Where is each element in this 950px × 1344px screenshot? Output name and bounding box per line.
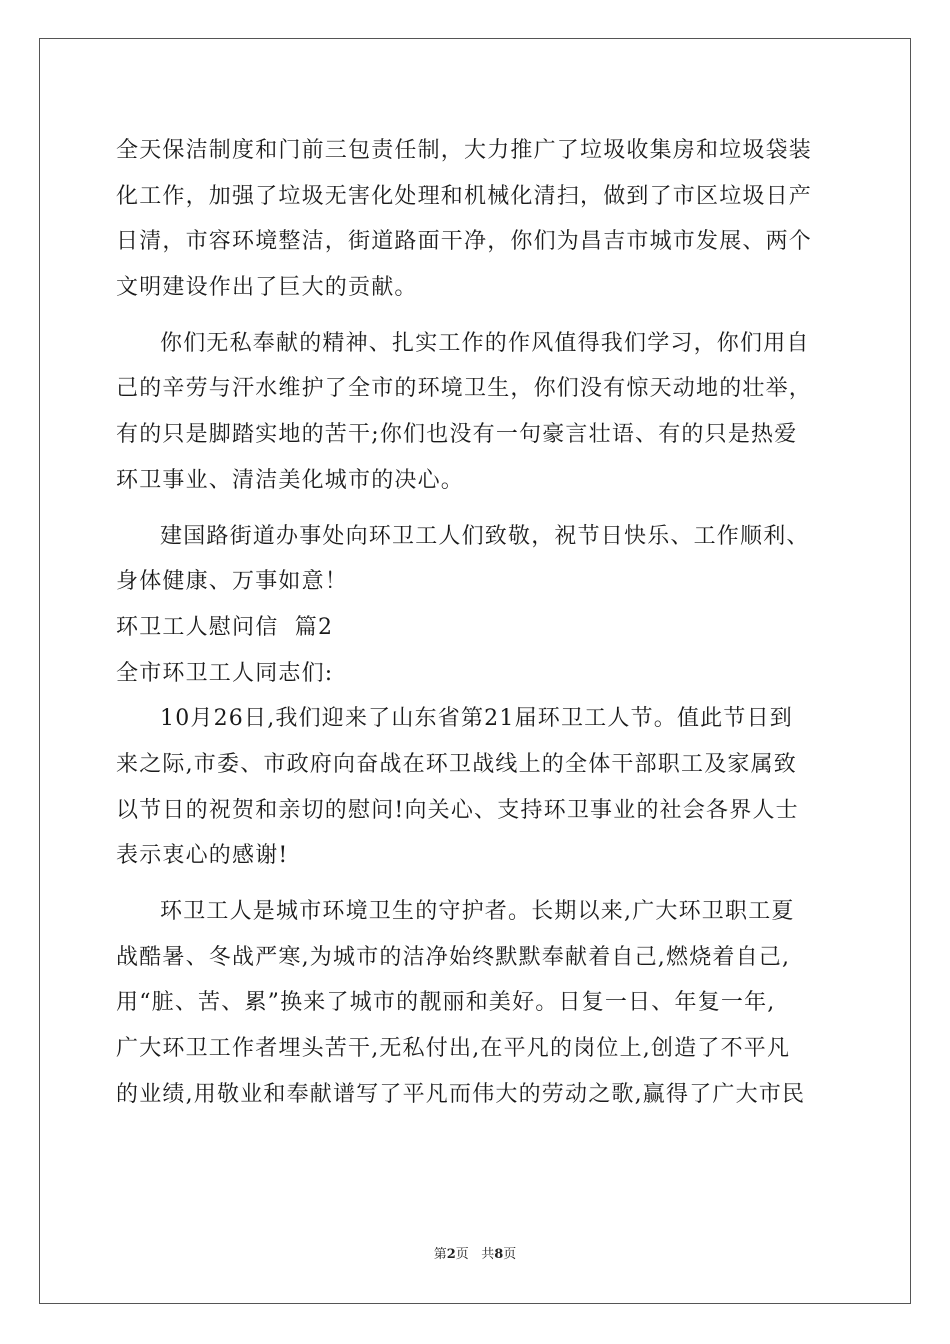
paragraph-4 [116,696,836,879]
text-line: 身体健康、万事如意！ [116,569,349,595]
text-line: 你们无私奉献的精神、扎实工作的作风值得我们学习，你们用自 [160,330,810,356]
page-total: 8 [494,1247,504,1262]
text-line: 化工作，加强了垃圾无害化处理和机械化清扫，做到了市区垃圾日产 [116,183,813,209]
paragraph-3 [116,514,836,605]
text-line: 环卫工人是城市环境卫生的守护者。长期以来,广大环卫职工夏 [160,899,795,924]
text-line: 全天保洁制度和门前三包责任制，大力推广了垃圾收集房和垃圾袋装 [116,138,813,163]
text-line: 以节日的祝贺和亲切的慰问!向关心、支持环卫事业的社会各界人士 [116,797,799,823]
text-line: 有的只是脚踏实地的苦干;你们也没有一句豪言壮语、有的只是热爱 [116,422,798,448]
text-line: 来之际,市委、市政府向奋战在环卫战线上的全体干部职工及家属致 [116,751,797,777]
text-line: 环卫事业、清洁美化城市的决心。 [116,467,465,493]
text-line: 广大环卫工作者埋头苦干,无私付出,在平凡的岗位上,创造了不平凡 [116,1036,791,1062]
paragraph-5 [116,889,836,1117]
paragraph-2 [116,321,836,504]
page-prefix: 第 [433,1247,447,1262]
salutation: 全市环卫工人同志们: [116,660,334,686]
text-line: 战酷暑、冬战严寒,为城市的洁净始终默默奉献着自己,燃烧着自己, [116,944,791,970]
page-current: 2 [446,1247,456,1262]
paragraph-1 [116,128,836,311]
text-line: 己的辛劳与汗水维护了全市的环境卫生，你们没有惊天动地的壮举， [116,376,813,402]
text-line: 建国路街道办事处向环卫工人们致敬，祝节日快乐、工作顺利、 [160,523,810,549]
text-line: 10月26日,我们迎来了山东省第21届环卫工人节。值此节日到 [160,706,793,732]
page-mid: 页 共 [455,1247,495,1262]
page-suffix: 页 [503,1247,517,1262]
text-line: 用“脏、苦、累”换来了城市的靓丽和美好。日复一日、年复一年, [116,990,776,1016]
document-body [116,128,836,1117]
text-line: 表示衷心的感谢! [116,843,289,869]
page-footer [0,1243,950,1262]
text-line: 日清，市容环境整洁，街道路面干净，你们为昌吉市城市发展、两个 [116,229,813,255]
text-line: 的业绩,用敬业和奉献谱写了平凡而伟大的劳动之歌,赢得了广大市民 [116,1081,806,1107]
section-title: 环卫工人慰问信 篇2 [116,614,334,640]
text-line: 文明建设作出了巨大的贡献。 [116,275,418,301]
